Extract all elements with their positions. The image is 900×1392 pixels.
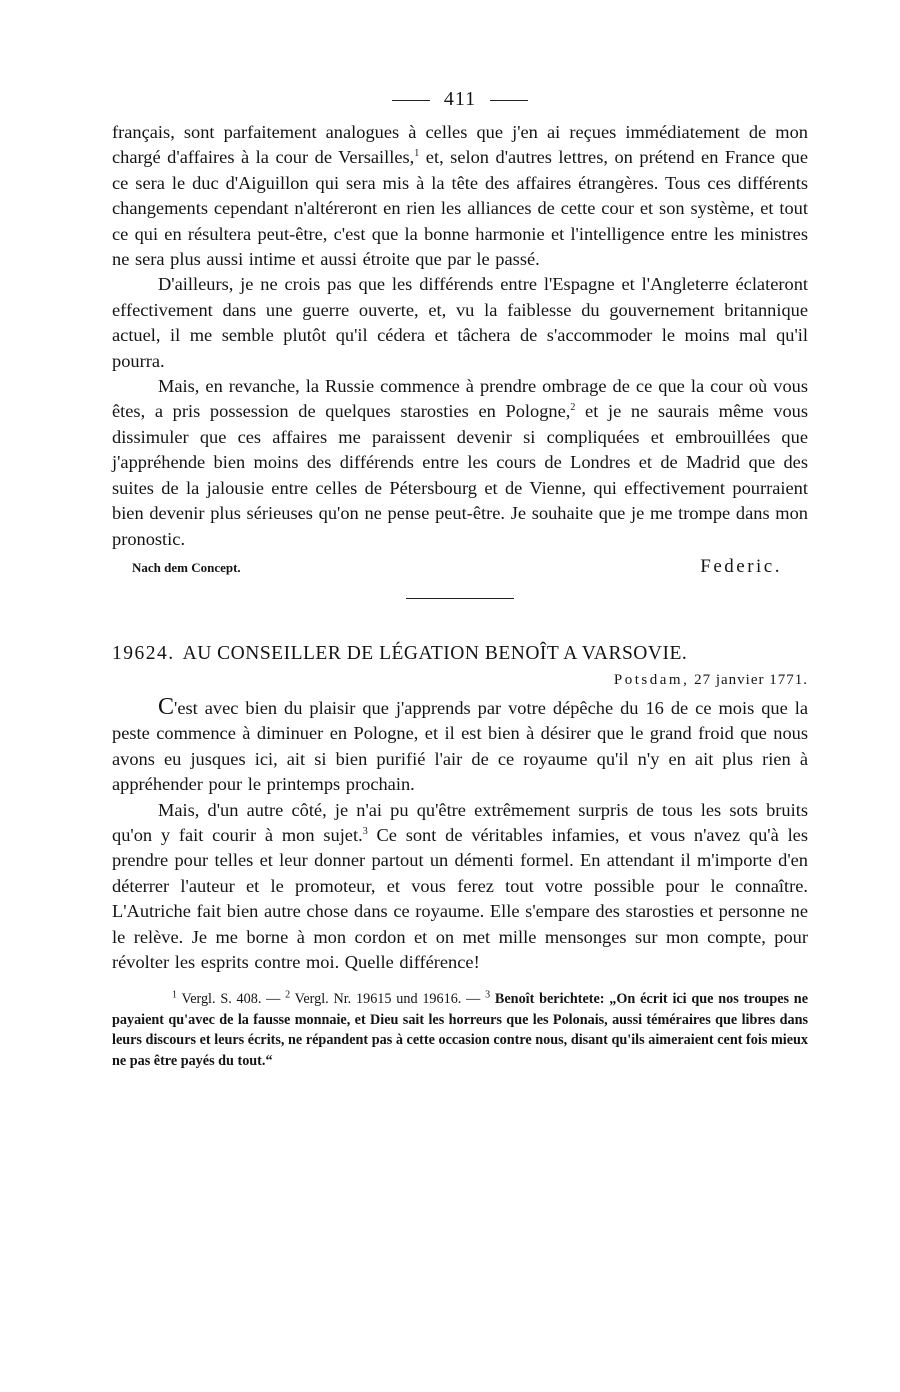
footnote-mark-1: 1 [172, 989, 177, 1001]
letter-paragraph-2 [112, 798, 808, 976]
continuation-paragraph-1 [112, 120, 808, 272]
footnote-ref-1: 1 [414, 148, 420, 160]
footnote-1: Vergl. S. 408. — [177, 991, 286, 1008]
place-date [112, 669, 808, 695]
paragraph-text: et, selon d'autres lettres, on prétend en France que ce sera le duc d'Aiguillon qui sera mis à la tête des affaires étrangères. Tous ces différents changements cependant n'altéreront en rien les alliances de cette cour et son système, et tout ce qui en résultera peut-être, c'est que la bonne harmonie et l'intelligence entre les ministres ne sera plus aussi intime et aussi étroite que par le passé. [112, 147, 808, 270]
letter-heading [112, 639, 808, 669]
page-header [112, 84, 808, 120]
paragraph-text: Mais, en revanche, la Russie commence à prendre ombrage de ce que la cour où vous êtes, a pris possession de quelques starosties en Pologne, [112, 376, 808, 422]
footnote-3-intro: Benoît berichtete: [490, 991, 605, 1008]
section-divider [406, 598, 514, 599]
footnote-block [112, 989, 808, 1071]
source-note: Nach dem Concept. [132, 559, 241, 575]
initial-letter: C [158, 693, 175, 720]
letter-place: Potsdam, [613, 671, 690, 688]
letter-title: AU CONSEILLER DE LÉGATION BENOÎT A VARSOVIE. [182, 642, 688, 664]
letter-date: 27 janvier 1771. [694, 671, 808, 688]
letter-number: 19624. [112, 642, 175, 664]
footnote-2: Vergl. Nr. 19615 und 19616. — [290, 991, 486, 1008]
continuation-paragraph-2: D'ailleurs, je ne crois pas que les différends entre l'Espagne et l'Angleterre éclateront effectivement dans une guerre ouverte, et, vu la faiblesse du gouvernement britannique actuel, il me semble plutôt qu'il cédera et tâchera de s'accommoder le moins mal qu'il pourra. [112, 274, 808, 371]
footnote-3-quote: „On écrit ici que nos troupes ne payaient qu'avec de la fausse monnaie, et Dieu sait les horreurs que les Polonais, aussi téméraires que libres dans leurs discours et leurs écrits, ne répandent pas à cette occasion contre nous, disant qu'ils aimeraient cent fois mieux ne pas être payés du tout.“ [112, 991, 808, 1069]
letter-paragraph-1 [112, 695, 808, 798]
source-signature-row [112, 556, 808, 586]
page [112, 84, 808, 1071]
footnote-mark-2: 2 [285, 989, 291, 1001]
paragraph-text: français, sont parfaitement analogues à celles que j'en ai reçues immédiatement de mon chargé d'affaires à la cour de Versailles, [112, 122, 808, 168]
signature: Federic. [700, 555, 782, 577]
header-dash-right [490, 100, 528, 101]
paragraph-text: Mais, d'un autre côté, je n'ai pu qu'être extrêmement surpris de tous les sots bruits qu'on y fait courir à mon sujet. [112, 799, 808, 845]
footnote-ref-2: 2 [570, 402, 576, 414]
header-dash-left [392, 100, 430, 101]
paragraph-text: 'est avec bien du plaisir que j'apprends par votre dépêche du 16 de ce mois que la peste commence à diminuer en Pologne, et il est bien à désirer que le grand froid que nous avons eu jusques ici, ait si bien purifié l'air de ce royaume qu'il n'y en ait plus rien à appréhender pour le printemps prochain. [112, 697, 808, 795]
footnote-mark-3: 3 [485, 989, 491, 1001]
continuation-paragraph-3 [112, 374, 808, 552]
paragraph-text: et je ne saurais même vous dissimuler que ces affaires me paraissent devenir si compliquées et embrouillées que j'appréhende bien moins des différends entre les cours de Londres et de Madrid que des suites de la jalousie entre celles de Pétersbourg et de Vienne, qui effectivement pourraient bien devenir plus sérieuses qu'on ne pense peut-être. Je souhaite que je me trompe dans mon pronostic. [112, 401, 809, 549]
page-number: 411 [443, 88, 477, 110]
footnotes [112, 989, 808, 1071]
paragraph-text: Ce sont de véritables infamies, et vous n'avez qu'à les prendre pour telles et leur donner partout un démenti formel. En attendant il m'importe d'en déterrer l'auteur et le promoteur, et vous ferez tout votre possible pour le connaître. L'Autriche fait bien autre chose dans ce royaume. Elle s'empare des starosties et personne ne le relève. Je me borne à mon cordon et on met mille mensonges sur mon compte, pour révolter les esprits contre moi. Quelle différence! [112, 824, 809, 972]
footnote-ref-3: 3 [362, 825, 368, 837]
